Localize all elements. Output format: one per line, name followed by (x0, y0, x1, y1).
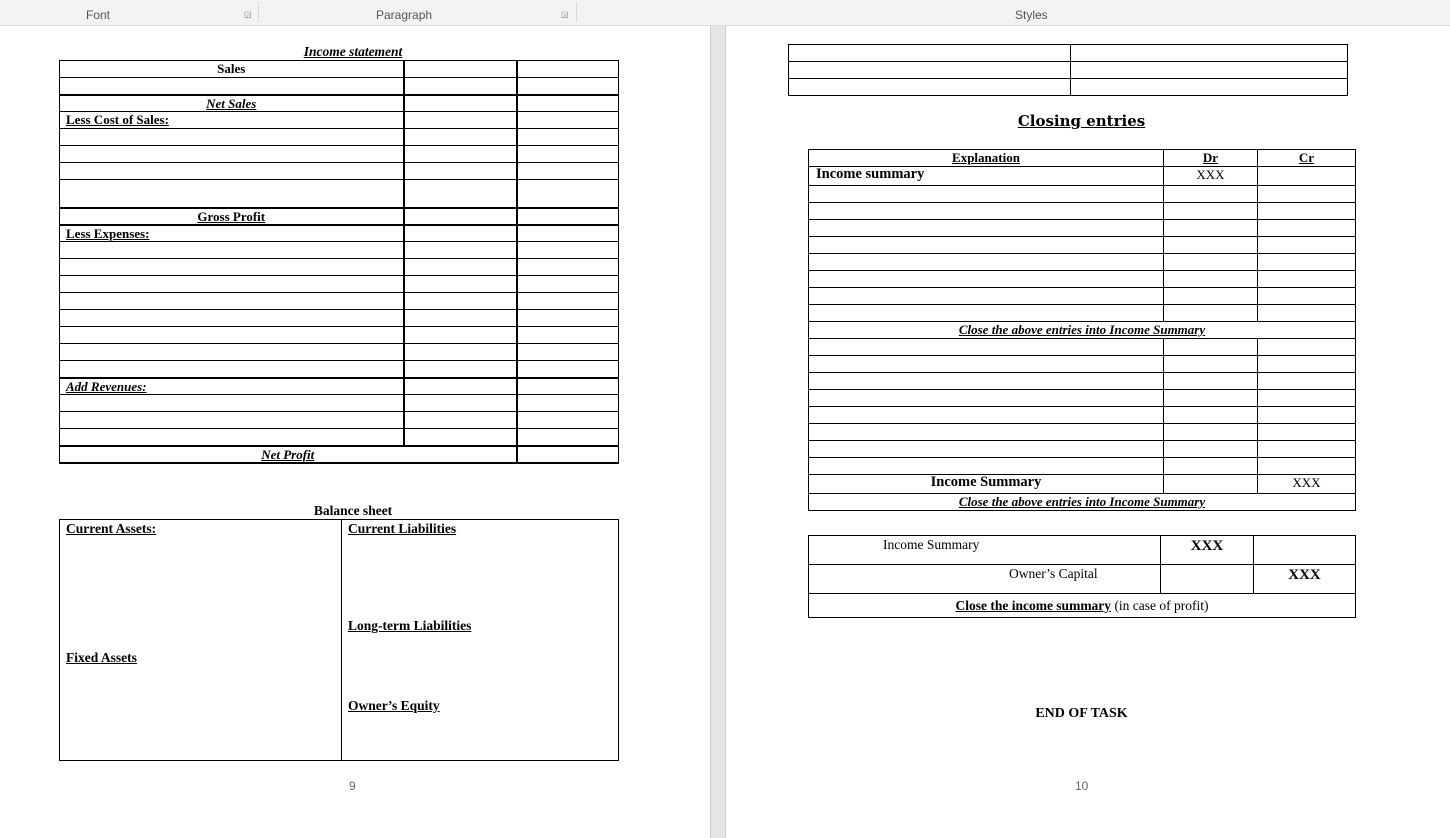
less-expenses-label: Less Expenses: (60, 225, 404, 242)
owners-capital-cr-label: Owner’s Capital (809, 565, 1161, 594)
closing-entries-title: Closing entries (1017, 112, 1146, 130)
income-summary-total: Income Summary (809, 475, 1164, 494)
close-entries-note: Close the above entries into Income Summary (809, 322, 1356, 339)
cr-xxx: XXX (1258, 475, 1356, 494)
net-profit-label: Net Profit (60, 446, 517, 463)
ribbon-group-font: Font (86, 8, 111, 22)
summary-cr-xxx: XXX (1254, 565, 1356, 594)
sales-label: Sales (60, 61, 404, 78)
long-term-liabilities-label: Long-term Liabilities (348, 618, 472, 633)
page-number: 9 (349, 779, 356, 793)
fixed-assets-label: Fixed Assets (66, 650, 137, 665)
income-summary-dr-label: Income Summary (809, 536, 1161, 565)
ribbon-bar (0, 0, 1450, 26)
close-income-summary-note (809, 594, 1356, 618)
closing-entries-table (808, 149, 1356, 511)
net-sales-label: Net Sales (60, 95, 404, 112)
owners-equity-label: Owner’s Equity (348, 698, 440, 713)
current-liabilities-label: Current Liabilities (348, 521, 457, 536)
income-statement-title: Income statement (303, 44, 403, 59)
explanation-header: Explanation (809, 150, 1164, 167)
balance-sheet-table (59, 519, 619, 761)
dr-xxx: XXX (1164, 167, 1258, 186)
close-income-summary-bold: Close the income summary (955, 597, 1112, 613)
ribbon-separator (576, 2, 577, 22)
less-cost-of-sales-label: Less Cost of Sales: (60, 112, 404, 129)
balance-sheet-title: Balance sheet (313, 503, 393, 518)
continued-table (788, 44, 1348, 96)
close-entries-note-2: Close the above entries into Income Summary (809, 494, 1356, 511)
ribbon-group-styles: Styles (1015, 8, 1048, 22)
gross-profit-label: Gross Profit (60, 208, 404, 225)
income-summary-close-table (808, 535, 1356, 618)
page-number: 10 (1075, 779, 1089, 793)
close-income-summary-rest: (in case of profit) (1111, 597, 1209, 613)
cr-header: Cr (1258, 150, 1356, 167)
current-assets-label: Current Assets: (66, 521, 157, 536)
document-page-10[interactable] (726, 26, 1450, 838)
paragraph-dialog-launcher-icon[interactable]: ◲ (561, 10, 569, 19)
document-page-9[interactable] (0, 26, 710, 838)
end-of-task-text: END OF TASK (1035, 706, 1128, 721)
ribbon-group-paragraph: Paragraph (376, 8, 433, 22)
dr-header: Dr (1164, 150, 1258, 167)
income-statement-table (59, 60, 619, 464)
summary-dr-xxx: XXX (1161, 536, 1254, 565)
add-revenues-label: Add Revenues: (60, 378, 404, 395)
font-dialog-launcher-icon[interactable]: ◲ (244, 10, 252, 19)
income-summary-entry: Income summary (809, 167, 1164, 186)
ribbon-separator (258, 2, 259, 22)
page-gutter (710, 26, 726, 838)
